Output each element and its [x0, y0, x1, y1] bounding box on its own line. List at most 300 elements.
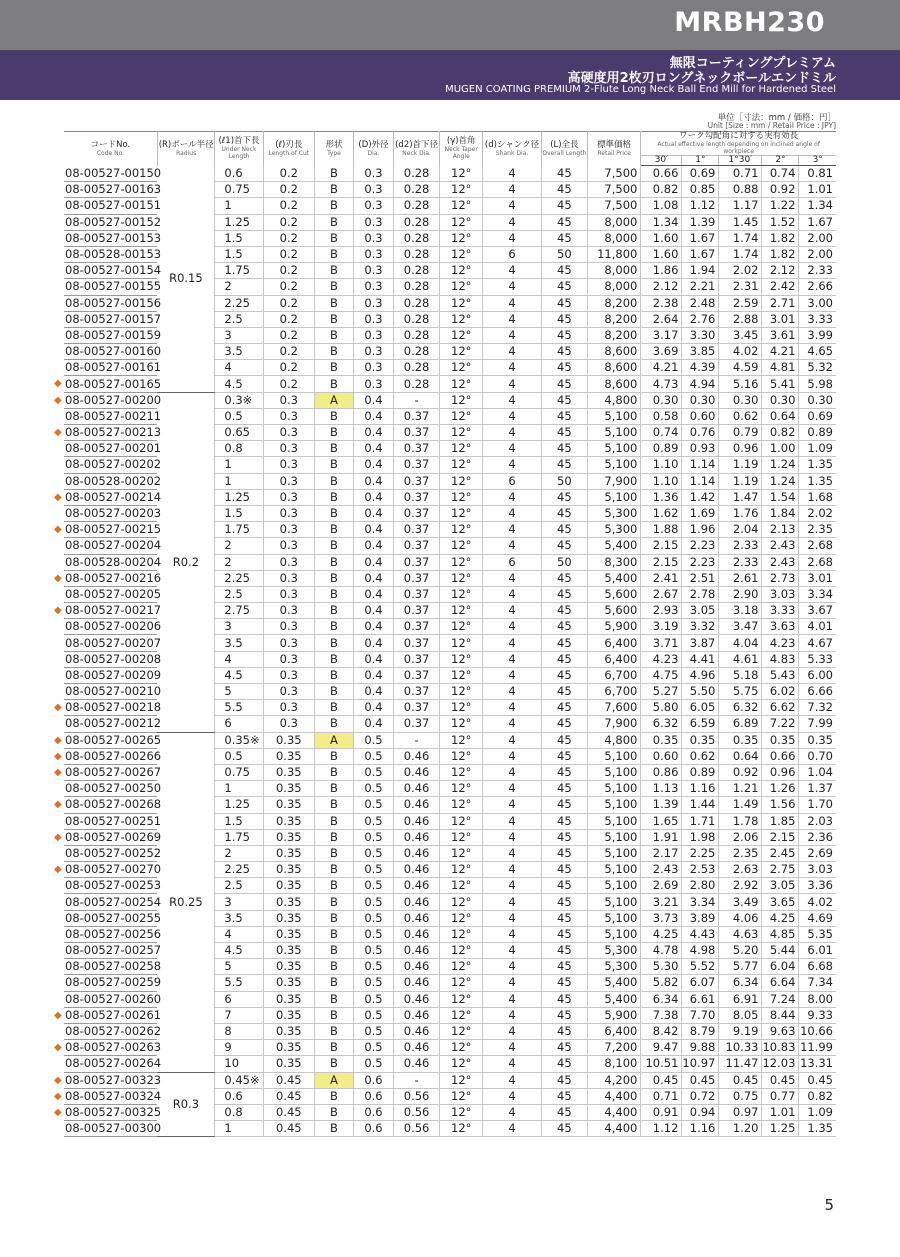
- cell-len-3deg: 7.99: [799, 716, 836, 732]
- cell-len-2deg: 3.33: [762, 603, 799, 619]
- cell-dia: 0.6: [353, 1072, 393, 1088]
- cell-len-1deg30: 5.20: [719, 943, 762, 959]
- cell-type: B: [314, 797, 353, 813]
- cell-taper: 12°: [440, 926, 483, 942]
- cell-len-2deg: 1.22: [762, 198, 799, 214]
- cell-cut: 0.2: [263, 214, 314, 230]
- cell-dia: 0.5: [353, 829, 393, 845]
- cell-under-neck: 2: [215, 279, 263, 295]
- cell-len-1deg30: 2.31: [719, 279, 762, 295]
- cell-len-1deg30: 5.16: [719, 376, 762, 392]
- cell-len-30min: 2.93: [641, 603, 682, 619]
- code-text: 08-00528-00153: [65, 247, 162, 262]
- cell-overall: 45: [541, 166, 587, 182]
- code-text: 08-00527-00208: [65, 651, 162, 666]
- cell-cut: 0.35: [263, 926, 314, 942]
- cell-code: [64, 198, 162, 214]
- cell-price: 7,900: [587, 473, 640, 489]
- cell-len-30min: 4.25: [641, 926, 682, 942]
- cell-len-1deg30: 2.90: [719, 586, 762, 602]
- cell-len-2deg: 2.71: [762, 295, 799, 311]
- cell-len-1deg: 2.51: [682, 570, 719, 586]
- cell-len-30min: 1.60: [641, 246, 682, 262]
- cell-shank: 4: [483, 878, 542, 894]
- cell-shank: 6: [483, 246, 542, 262]
- cell-under-neck: 0.8: [215, 441, 263, 457]
- cell-shank: 4: [483, 1007, 542, 1023]
- cell-cut: 0.2: [263, 295, 314, 311]
- page-number: 5: [824, 1196, 834, 1214]
- cell-len-30min: 5.30: [641, 959, 682, 975]
- cell-price: 8,600: [587, 360, 640, 376]
- cell-len-3deg: 2.35: [799, 522, 836, 538]
- cell-code: [64, 505, 162, 521]
- cell-taper: 12°: [440, 311, 483, 327]
- cell-len-2deg: 1.24: [762, 473, 799, 489]
- code-text: 08-00527-00161: [65, 360, 162, 375]
- cell-neck-dia: 0.56: [393, 1088, 439, 1104]
- cell-neck-dia: 0.28: [393, 311, 439, 327]
- code-text: 08-00527-00255: [65, 910, 162, 925]
- cell-price: 5,300: [587, 505, 640, 521]
- cell-overall: 45: [541, 926, 587, 942]
- cell-overall: 45: [541, 457, 587, 473]
- cell-under-neck: 4.5: [215, 376, 263, 392]
- cell-taper: 12°: [440, 570, 483, 586]
- cell-len-1deg30: 0.45: [719, 1072, 762, 1088]
- cell-type: A: [314, 732, 353, 748]
- cell-len-3deg: 2.69: [799, 845, 836, 861]
- cell-type: B: [314, 667, 353, 683]
- cell-price: 6,700: [587, 684, 640, 700]
- col-type: 形状 Type: [314, 132, 353, 166]
- cell-price: 5,100: [587, 797, 640, 813]
- cell-shank: 4: [483, 360, 542, 376]
- code-text: 08-00527-00212: [65, 716, 162, 731]
- cell-under-neck: 1: [215, 781, 263, 797]
- cell-type: B: [314, 554, 353, 570]
- cell-len-1deg30: 6.91: [719, 991, 762, 1007]
- cell-len-2deg: 0.35: [762, 732, 799, 748]
- code-text: 08-00527-00257: [65, 943, 162, 958]
- cell-price: 5,100: [587, 862, 640, 878]
- cell-overall: 45: [541, 489, 587, 505]
- cell-overall: 45: [541, 862, 587, 878]
- cell-len-1deg: 0.45: [682, 1072, 719, 1088]
- cell-len-1deg: 1.67: [682, 230, 719, 246]
- cell-price: 11,800: [587, 246, 640, 262]
- cell-len-1deg: 3.87: [682, 635, 719, 651]
- cell-price: 7,600: [587, 700, 640, 716]
- cell-taper: 12°: [440, 716, 483, 732]
- cell-len-2deg: 5.43: [762, 667, 799, 683]
- diamond-marker-icon: ◆: [54, 1074, 62, 1086]
- cell-len-30min: 2.67: [641, 586, 682, 602]
- table-row: [64, 166, 836, 182]
- cell-len-1deg30: 6.34: [719, 975, 762, 991]
- cell-overall: 45: [541, 1023, 587, 1039]
- cell-dia: 0.4: [353, 505, 393, 521]
- cell-len-3deg: 3.67: [799, 603, 836, 619]
- cell-cut: 0.35: [263, 1040, 314, 1056]
- cell-under-neck: 0.65: [215, 425, 263, 441]
- cell-code: [54, 489, 162, 505]
- cell-price: 7,900: [587, 716, 640, 732]
- cell-neck-dia: 0.46: [393, 926, 439, 942]
- cell-len-30min: 8.42: [641, 1023, 682, 1039]
- col-angle-2deg: 2°: [762, 156, 799, 166]
- cell-type: B: [314, 991, 353, 1007]
- cell-under-neck: 1.5: [215, 246, 263, 262]
- cell-shank: 4: [483, 376, 542, 392]
- cell-cut: 0.35: [263, 732, 314, 748]
- cell-len-30min: 1.34: [641, 214, 682, 230]
- cell-cut: 0.3: [263, 667, 314, 683]
- cell-price: 4,400: [587, 1088, 640, 1104]
- cell-len-1deg: 0.89: [682, 764, 719, 780]
- cell-shank: 4: [483, 635, 542, 651]
- cell-price: 5,100: [587, 829, 640, 845]
- cell-overall: 50: [541, 246, 587, 262]
- cell-len-30min: 5.27: [641, 684, 682, 700]
- cell-len-1deg: 4.43: [682, 926, 719, 942]
- cell-price: 4,800: [587, 732, 640, 748]
- cell-len-3deg: 10.66: [799, 1023, 836, 1039]
- cell-len-1deg30: 5.75: [719, 684, 762, 700]
- cell-taper: 12°: [440, 975, 483, 991]
- cell-len-30min: 0.86: [641, 764, 682, 780]
- cell-dia: 0.5: [353, 845, 393, 861]
- cell-len-2deg: 2.15: [762, 829, 799, 845]
- cell-cut: 0.45: [263, 1104, 314, 1120]
- cell-len-1deg: 0.76: [682, 425, 719, 441]
- cell-price: 6,400: [587, 651, 640, 667]
- cell-len-1deg30: 1.21: [719, 781, 762, 797]
- cell-len-2deg: 3.65: [762, 894, 799, 910]
- diamond-marker-icon: ◆: [54, 1090, 62, 1102]
- cell-shank: 4: [483, 344, 542, 360]
- cell-dia: 0.4: [353, 408, 393, 424]
- cell-len-1deg30: 2.02: [719, 263, 762, 279]
- cell-len-30min: 0.35: [641, 732, 682, 748]
- cell-len-2deg: 5.44: [762, 943, 799, 959]
- cell-price: 6,400: [587, 1023, 640, 1039]
- cell-neck-dia: 0.28: [393, 295, 439, 311]
- cell-type: B: [314, 570, 353, 586]
- cell-len-30min: 1.88: [641, 522, 682, 538]
- cell-dia: 0.3: [353, 182, 393, 198]
- cell-cut: 0.35: [263, 943, 314, 959]
- cell-type: B: [314, 376, 353, 392]
- cell-len-30min: 2.64: [641, 311, 682, 327]
- cell-len-1deg30: 4.02: [719, 344, 762, 360]
- cell-taper: 12°: [440, 505, 483, 521]
- cell-type: B: [314, 619, 353, 635]
- cell-len-3deg: 2.68: [799, 538, 836, 554]
- cell-overall: 45: [541, 538, 587, 554]
- cell-len-30min: 5.82: [641, 975, 682, 991]
- cell-len-30min: 2.69: [641, 878, 682, 894]
- cell-overall: 45: [541, 894, 587, 910]
- cell-neck-dia: 0.37: [393, 700, 439, 716]
- cell-cut: 0.35: [263, 878, 314, 894]
- cell-dia: 0.5: [353, 975, 393, 991]
- cell-taper: 12°: [440, 214, 483, 230]
- cell-cut: 0.35: [263, 1056, 314, 1072]
- cell-overall: 45: [541, 327, 587, 343]
- cell-dia: 0.4: [353, 522, 393, 538]
- cell-taper: 12°: [440, 457, 483, 473]
- cell-price: 8,000: [587, 263, 640, 279]
- cell-len-2deg: 0.77: [762, 1088, 799, 1104]
- cell-under-neck: 0.3※: [215, 392, 263, 408]
- cell-dia: 0.5: [353, 781, 393, 797]
- cell-code: [64, 344, 162, 360]
- cell-dia: 0.4: [353, 651, 393, 667]
- col-code: コードNo. Code No.: [64, 132, 157, 166]
- cell-taper: 12°: [440, 425, 483, 441]
- model-name: MRBH230: [674, 7, 825, 38]
- cell-cut: 0.3: [263, 570, 314, 586]
- cell-neck-dia: -: [393, 1072, 439, 1088]
- cell-under-neck: 2.25: [215, 570, 263, 586]
- cell-len-1deg30: 1.49: [719, 797, 762, 813]
- cell-cut: 0.45: [263, 1088, 314, 1104]
- cell-len-1deg30: 4.04: [719, 635, 762, 651]
- cell-type: B: [314, 522, 353, 538]
- cell-len-1deg: 9.88: [682, 1040, 719, 1056]
- cell-type: B: [314, 829, 353, 845]
- cell-overall: 45: [541, 570, 587, 586]
- cell-code: [54, 603, 162, 619]
- cell-len-3deg: 6.00: [799, 667, 836, 683]
- cell-len-3deg: 1.01: [799, 182, 836, 198]
- cell-type: B: [314, 845, 353, 861]
- product-table: [54, 131, 836, 1137]
- cell-len-30min: 9.47: [641, 1040, 682, 1056]
- cell-overall: 45: [541, 279, 587, 295]
- code-text: 08-00527-00163: [65, 182, 162, 197]
- cell-len-30min: 3.21: [641, 894, 682, 910]
- cell-code: [54, 732, 162, 748]
- cell-dia: 0.5: [353, 1056, 393, 1072]
- cell-cut: 0.35: [263, 845, 314, 861]
- cell-neck-dia: 0.56: [393, 1104, 439, 1120]
- cell-shank: 4: [483, 327, 542, 343]
- cell-len-3deg: 3.01: [799, 570, 836, 586]
- cell-dia: 0.6: [353, 1121, 393, 1137]
- cell-type: B: [314, 344, 353, 360]
- diamond-marker-icon: ◆: [54, 605, 62, 617]
- cell-len-1deg: 3.30: [682, 327, 719, 343]
- cell-code: [54, 764, 162, 780]
- code-text: 08-00527-00150: [65, 165, 162, 180]
- cell-dia: 0.6: [353, 1088, 393, 1104]
- cell-overall: 45: [541, 813, 587, 829]
- cell-type: B: [314, 748, 353, 764]
- cell-under-neck: 1: [215, 1121, 263, 1137]
- cell-cut: 0.45: [263, 1121, 314, 1137]
- cell-under-neck: 3.5: [215, 910, 263, 926]
- cell-len-2deg: 1.26: [762, 781, 799, 797]
- cell-type: B: [314, 894, 353, 910]
- cell-len-1deg30: 1.78: [719, 813, 762, 829]
- cell-len-30min: 2.15: [641, 538, 682, 554]
- cell-cut: 0.35: [263, 748, 314, 764]
- cell-cut: 0.3: [263, 392, 314, 408]
- cell-cut: 0.35: [263, 813, 314, 829]
- cell-len-30min: 10.51: [641, 1056, 682, 1072]
- cell-overall: 45: [541, 230, 587, 246]
- cell-len-30min: 3.17: [641, 327, 682, 343]
- cell-overall: 45: [541, 376, 587, 392]
- cell-cut: 0.3: [263, 684, 314, 700]
- cell-len-1deg: 2.21: [682, 279, 719, 295]
- cell-taper: 12°: [440, 182, 483, 198]
- cell-len-1deg: 1.71: [682, 813, 719, 829]
- cell-cut: 0.2: [263, 279, 314, 295]
- cell-cut: 0.3: [263, 619, 314, 635]
- cell-len-1deg: 0.94: [682, 1104, 719, 1120]
- cell-dia: 0.4: [353, 570, 393, 586]
- cell-taper: 12°: [440, 862, 483, 878]
- cell-code: [64, 684, 162, 700]
- cell-neck-dia: 0.46: [393, 1023, 439, 1039]
- cell-dia: 0.3: [353, 214, 393, 230]
- cell-cut: 0.2: [263, 182, 314, 198]
- cell-neck-dia: 0.37: [393, 473, 439, 489]
- cell-overall: 45: [541, 182, 587, 198]
- cell-under-neck: 3: [215, 619, 263, 635]
- cell-taper: 12°: [440, 764, 483, 780]
- cell-neck-dia: 0.46: [393, 862, 439, 878]
- cell-len-1deg: 3.32: [682, 619, 719, 635]
- cell-len-30min: 1.65: [641, 813, 682, 829]
- cell-len-2deg: 4.83: [762, 651, 799, 667]
- diamond-marker-icon: ◆: [54, 734, 62, 746]
- cell-overall: 45: [541, 845, 587, 861]
- cell-under-neck: 3.5: [215, 635, 263, 651]
- cell-overall: 45: [541, 943, 587, 959]
- cell-len-1deg30: 0.92: [719, 764, 762, 780]
- cell-len-30min: 0.66: [641, 166, 682, 182]
- cell-dia: 0.5: [353, 862, 393, 878]
- cell-len-1deg: 0.62: [682, 748, 719, 764]
- cell-price: 8,600: [587, 376, 640, 392]
- cell-type: B: [314, 959, 353, 975]
- cell-overall: 45: [541, 716, 587, 732]
- cell-overall: 45: [541, 748, 587, 764]
- cell-len-1deg30: 4.59: [719, 360, 762, 376]
- cell-overall: 45: [541, 1104, 587, 1120]
- cell-len-3deg: 0.70: [799, 748, 836, 764]
- cell-under-neck: 3: [215, 327, 263, 343]
- cell-type: B: [314, 246, 353, 262]
- cell-dia: 0.5: [353, 959, 393, 975]
- cell-overall: 45: [541, 764, 587, 780]
- cell-len-1deg30: 1.74: [719, 230, 762, 246]
- code-text: 08-00527-00157: [65, 311, 162, 326]
- cell-shank: 4: [483, 845, 542, 861]
- cell-len-3deg: 3.36: [799, 878, 836, 894]
- cell-neck-dia: 0.37: [393, 716, 439, 732]
- cell-type: B: [314, 295, 353, 311]
- cell-len-3deg: 3.34: [799, 586, 836, 602]
- cell-len-3deg: 3.99: [799, 327, 836, 343]
- cell-code: [54, 425, 162, 441]
- cell-dia: 0.3: [353, 344, 393, 360]
- code-text: 08-00527-00253: [65, 878, 162, 893]
- cell-type: B: [314, 1121, 353, 1137]
- cell-dia: 0.5: [353, 748, 393, 764]
- cell-len-1deg: 0.35: [682, 732, 719, 748]
- cell-taper: 12°: [440, 1007, 483, 1023]
- cell-taper: 12°: [440, 489, 483, 505]
- cell-price: 4,800: [587, 392, 640, 408]
- cell-under-neck: 2.75: [215, 603, 263, 619]
- cell-len-3deg: 4.67: [799, 635, 836, 651]
- cell-len-2deg: 1.82: [762, 230, 799, 246]
- cell-len-30min: 3.73: [641, 910, 682, 926]
- col-overall: (L)全長 Overall Length: [541, 132, 587, 166]
- cell-len-3deg: 3.00: [799, 295, 836, 311]
- cell-under-neck: 2.5: [215, 878, 263, 894]
- cell-code: [64, 360, 162, 376]
- cell-under-neck: 1: [215, 198, 263, 214]
- cell-neck-dia: 0.46: [393, 1056, 439, 1072]
- cell-len-1deg30: 4.06: [719, 910, 762, 926]
- cell-len-1deg30: 1.19: [719, 473, 762, 489]
- cell-len-2deg: 0.66: [762, 748, 799, 764]
- cell-cut: 0.3: [263, 408, 314, 424]
- cell-under-neck: 10: [215, 1056, 263, 1072]
- cell-len-2deg: 5.41: [762, 376, 799, 392]
- cell-len-2deg: 0.82: [762, 425, 799, 441]
- cell-code: [64, 926, 162, 942]
- cell-price: 7,500: [587, 166, 640, 182]
- cell-len-2deg: 1.24: [762, 457, 799, 473]
- cell-shank: 4: [483, 716, 542, 732]
- cell-shank: 4: [483, 959, 542, 975]
- cell-len-1deg: 2.76: [682, 311, 719, 327]
- code-text: 08-00527-00268: [65, 797, 162, 812]
- table-row: [64, 732, 836, 748]
- cell-shank: 4: [483, 311, 542, 327]
- cell-code: [64, 619, 162, 635]
- cell-shank: 4: [483, 667, 542, 683]
- cell-code: [64, 943, 162, 959]
- cell-neck-dia: 0.46: [393, 781, 439, 797]
- cell-len-2deg: 3.63: [762, 619, 799, 635]
- cell-price: 5,100: [587, 489, 640, 505]
- code-text: 08-00527-00200: [65, 392, 162, 407]
- code-text: 08-00527-00207: [65, 635, 162, 650]
- cell-neck-dia: 0.37: [393, 570, 439, 586]
- cell-len-2deg: 4.21: [762, 344, 799, 360]
- cell-len-3deg: 4.01: [799, 619, 836, 635]
- cell-len-3deg: 4.65: [799, 344, 836, 360]
- cell-shank: 4: [483, 425, 542, 441]
- cell-type: B: [314, 975, 353, 991]
- code-text: 08-00527-00267: [65, 765, 162, 780]
- cell-len-30min: 4.75: [641, 667, 682, 683]
- cell-price: 5,100: [587, 878, 640, 894]
- cell-price: 7,500: [587, 182, 640, 198]
- cell-shank: 4: [483, 764, 542, 780]
- cell-taper: 12°: [440, 538, 483, 554]
- cell-overall: 45: [541, 732, 587, 748]
- cell-len-1deg: 1.14: [682, 457, 719, 473]
